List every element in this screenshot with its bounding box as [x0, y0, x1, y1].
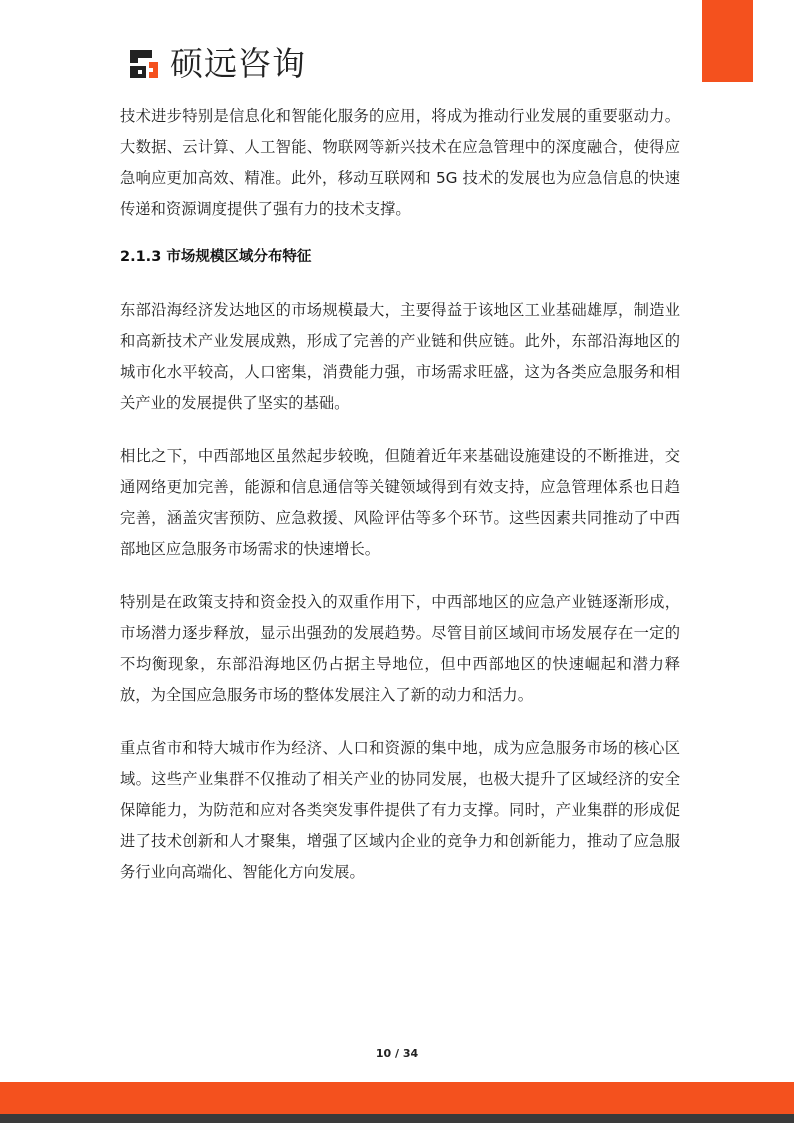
body-paragraph: 相比之下，中西部地区虽然起步较晚，但随着近年来基础设施建设的不断推进，交通网络更加完善，能源和信息通信等关键领域得到有效支持，应急管理体系也日趋完善，涵盖灾害预防、应急救援、风险评估等多个环节。这些因素共同推动了中西部地区应急服务市场需求的快速增长。 — [120, 447, 680, 558]
body-paragraph: 重点省市和特大城市作为经济、人口和资源的集中地，成为应急服务市场的核心区域。这些产业集群不仅推动了相关产业的协同发展，也极大提升了区域经济的安全保障能力，为防范和应对各类突发事件提供了有力支撑。同时，产业集群的形成促进了技术创新和人才聚集，增强了区域内企业的竞争力和创新能力，推动了应急服务行业向高端化、智能化方向发展。 — [120, 739, 680, 881]
document-body — [120, 101, 680, 888]
corner-accent-tab — [702, 0, 753, 82]
section-heading: 2.1.3 市场规模区域分布特征 — [120, 249, 312, 265]
page-number: 10 / 34 — [375, 1047, 419, 1060]
footer-accent-bar — [0, 1082, 794, 1114]
brand-name: 硕远咨询 — [170, 44, 306, 83]
body-paragraph: 特别是在政策支持和资金投入的双重作用下，中西部地区的应急产业链逐渐形成，市场潜力逐步释放，显示出强劲的发展趋势。尽管目前区域间市场发展存在一定的不均衡现象，东部沿海地区仍占据主导地位，但中西部地区的快速崛起和潜力释放，为全国应急服务市场的整体发展注入了新的动力和活力。 — [120, 593, 680, 704]
footer-dark-strip — [0, 1114, 794, 1123]
sy-logo-icon — [126, 46, 162, 82]
intro-paragraph: 技术进步特别是信息化和智能化服务的应用，将成为推动行业发展的重要驱动力。大数据、云计算、人工智能、物联网等新兴技术在应急管理中的深度融合，使得应急响应更加高效、精准。此外，移动互联网和 5G 技术的发展也为应急信息的快速传递和资源调度提供了强有力的技术支撑。 — [120, 107, 680, 218]
body-paragraph: 东部沿海经济发达地区的市场规模最大，主要得益于该地区工业基础雄厚，制造业和高新技术产业发展成熟，形成了完善的产业链和供应链。此外，东部沿海地区的城市化水平较高，人口密集，消费能力强，市场需求旺盛，这为各类应急服务和相关产业的发展提供了坚实的基础。 — [120, 301, 680, 412]
brand-logo — [126, 44, 306, 84]
